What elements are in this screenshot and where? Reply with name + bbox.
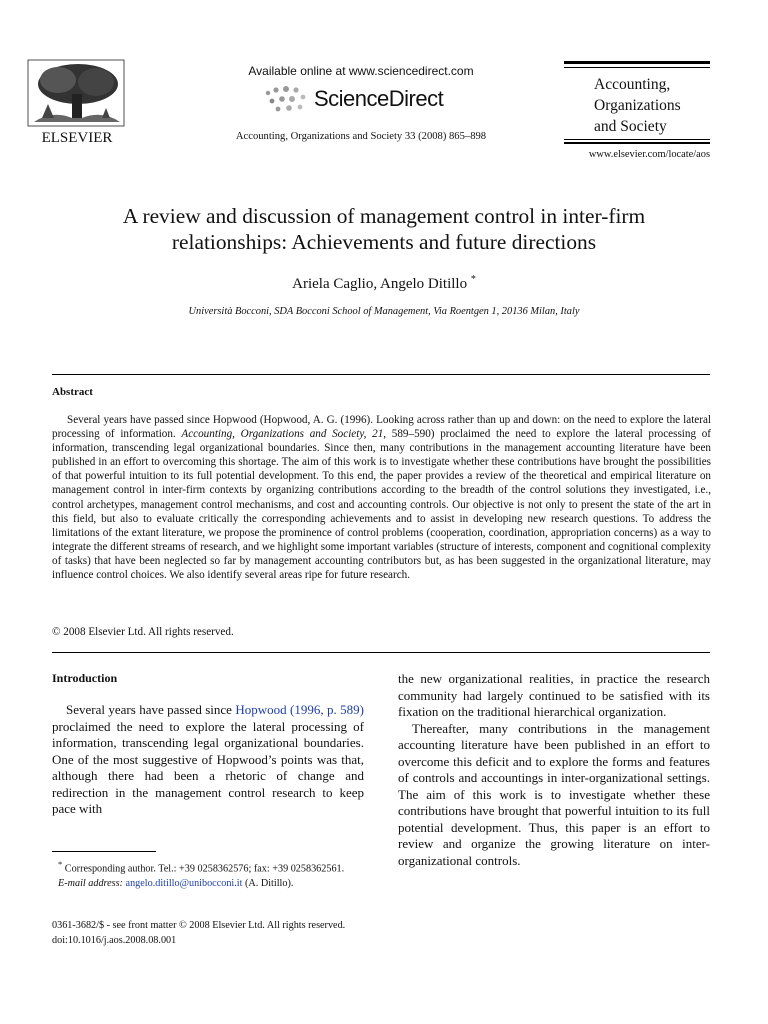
footnote-email-line xyxy=(52,877,364,891)
article-authors xyxy=(40,274,728,293)
right-column xyxy=(398,671,710,869)
hopwood-citation-link[interactable]: Hopwood (1996, p. 589) xyxy=(235,702,364,717)
intro-text-after: proclaimed the need to explore the lateral processing of information, transcending legal organizational boundaries. One of the most suggestive of Hopwood’s points was that, although there had been a rhetoric of change and redirection in the management control research to keep pace with xyxy=(52,718,364,816)
elsevier-tree-icon xyxy=(22,58,132,150)
journal-title-line: and Society xyxy=(594,118,667,135)
sciencedirect-wordmark: ScienceDirect xyxy=(314,86,444,111)
footnote-mark: * xyxy=(58,859,63,869)
elsevier-logo xyxy=(22,58,132,150)
footnote-text: Corresponding author. Tel.: +39 0258362576; fax: +39 0258362561. xyxy=(64,863,345,875)
journal-rule-top-thin xyxy=(564,67,710,68)
abstract-bottom-rule xyxy=(52,652,710,653)
issn-line: 0361-3682/$ - see front matter © 2008 Elsevier Ltd. All rights reserved. xyxy=(52,920,346,931)
abstract-heading: Abstract xyxy=(52,386,93,398)
sciencedirect-dots-icon xyxy=(262,84,312,116)
publisher-name: ELSEVIER xyxy=(41,130,113,146)
intro-paragraph-continued: the new organizational realities, in practice the research community had largely continued to be satisfied with its fixation on the traditional hierarchical organization. xyxy=(398,671,710,719)
corresponding-author-mark[interactable]: * xyxy=(470,274,476,285)
email-label: E-mail address: xyxy=(58,877,123,889)
author-names: Ariela Caglio, Angelo Ditillo xyxy=(292,276,468,292)
journal-title-line: Accounting, xyxy=(594,76,671,93)
journal-title-line: Organizations xyxy=(594,97,681,114)
left-column xyxy=(52,702,364,818)
email-link[interactable]: angelo.ditillo@unibocconi.it xyxy=(125,877,243,889)
intro-paragraph xyxy=(52,702,364,818)
abstract-journal-ref: Accounting, Organizations and Society, 21 xyxy=(181,428,384,441)
article-title-line: relationships: Achievements and future directions xyxy=(171,230,597,254)
journal-rule-bottom-thin xyxy=(564,139,710,140)
journal-title xyxy=(594,74,714,137)
article-title-line: A review and discussion of management control in inter-firm xyxy=(122,204,646,228)
article-title xyxy=(40,203,728,255)
abstract-top-rule xyxy=(52,374,710,375)
abstract-body xyxy=(52,413,711,582)
abstract-text-part2: , 589–590) proclaimed the need to explore the lateral processing of information, transcending legal organizational boundaries. Since then, many contributions in the management accounting literature have been published in an effort to overcoming this shortage. The aim of this work is to investigate whether these contributions have brought the possibilities of that powerful intuition to its full potential development. To this end, the paper provides a review of the theoretical and empirical literature on management control in inter-firm contexts by organizing contributions according to the breadth of the control solutions they investigated, i.e., control archetypes, management control mechanisms, and cost and accounting controls. Our objective is not only to present the state of the art in this field, but also to evaluate critically the corresponding achievements and to assist in developing new research questions. To address the limitations of the extant literature, we propose the prominence of control problems (cooperation, coordination, appropriation concerns) as a way to integrate the different streams of research, and we highlight some important variables (structure of interests, component and cognitional complexity of tasks) that have been neglected so far by management accounting contributors but, as has been suggested in the organizational literature, may influence control choices. We also identify several areas ripe for future research. xyxy=(52,428,711,582)
footnote-rule xyxy=(52,851,156,852)
doi-line[interactable]: doi:10.1016/j.aos.2008.08.001 xyxy=(52,934,177,946)
abstract-copyright: © 2008 Elsevier Ltd. All rights reserved. xyxy=(52,626,234,638)
journal-rule-bottom xyxy=(564,142,710,144)
abstract-text-part1: Several years have passed since Hopwood (Hopwood, A. G. (1996). Looking across rather than up and down: on the need to explore the lateral processing of information. xyxy=(52,414,711,441)
email-suffix: (A. Ditillo). xyxy=(242,877,294,889)
journal-rule-top xyxy=(564,61,710,64)
abstract-paragraph xyxy=(52,413,711,582)
journal-url[interactable]: www.elsevier.com/locate/aos xyxy=(588,149,710,160)
page-footer xyxy=(52,919,452,948)
author-affiliation: Università Bocconi, SDA Bocconi School of Management, Via Roentgen 1, 20136 Milan, Italy xyxy=(188,306,580,317)
sciencedirect-logo xyxy=(262,84,472,118)
footnote-contact xyxy=(52,857,364,877)
journal-citation: Accounting, Organizations and Society 33 (2008) 865–898 xyxy=(235,131,487,142)
intro-text-before: Several years have passed since xyxy=(66,702,236,717)
footnote xyxy=(52,857,364,891)
intro-paragraph: Thereafter, many contributions in the management accounting literature have been published in an effort to overcome this deficit and to explore the forms and features of controls and accountings in inter-organizational settings. The aim of this work is to investigate whether these contributions have brought that powerful intuition to its full potential development. Thus, this paper is an effort to review and organize the growing literature on inter-organizational controls. xyxy=(398,720,710,868)
introduction-heading: Introduction xyxy=(52,671,118,685)
available-online-text: Available online at www.sciencedirect.com xyxy=(248,64,474,78)
